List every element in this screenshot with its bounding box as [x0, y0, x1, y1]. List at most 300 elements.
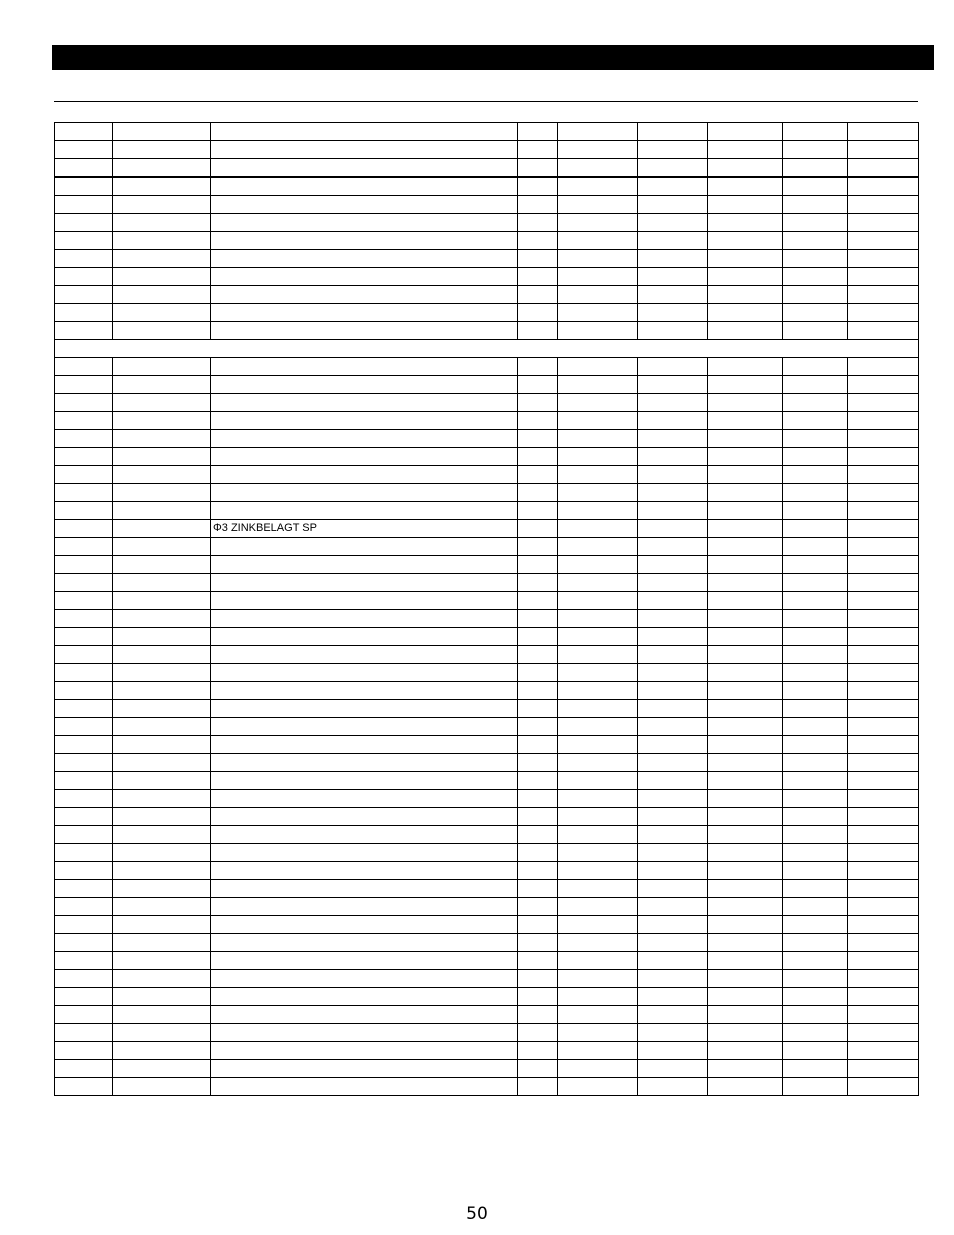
table-row: [55, 484, 919, 502]
table-cell: [113, 844, 211, 862]
table-cell: [638, 250, 708, 268]
table-row: [55, 159, 919, 178]
table-cell: [211, 1060, 518, 1078]
table-cell: [558, 862, 638, 880]
table-cell: [848, 952, 919, 970]
table-cell: [113, 880, 211, 898]
table-cell: [708, 358, 783, 376]
table-cell: [113, 322, 211, 340]
table-cell: [558, 1060, 638, 1078]
table-cell: [113, 502, 211, 520]
table-cell: [113, 1024, 211, 1042]
table-cell: [55, 826, 113, 844]
table-cell: [848, 718, 919, 736]
table-row: [55, 232, 919, 250]
table-cell: [55, 304, 113, 322]
table-cell: [783, 159, 848, 178]
table-cell: [211, 177, 518, 196]
table-cell: [113, 141, 211, 159]
table-cell: [558, 232, 638, 250]
table-cell: [638, 448, 708, 466]
table-cell: [638, 1024, 708, 1042]
table-cell: [558, 880, 638, 898]
table-cell: [113, 394, 211, 412]
table-cell: [518, 430, 558, 448]
table-cell: [55, 898, 113, 916]
table-cell: [638, 808, 708, 826]
table-cell: [211, 538, 518, 556]
table-cell: [638, 177, 708, 196]
table-cell: [783, 844, 848, 862]
table-cell: [783, 556, 848, 574]
table-cell: [211, 880, 518, 898]
table-cell: [113, 700, 211, 718]
table-cell: [783, 880, 848, 898]
table-cell: [638, 772, 708, 790]
table-cell: [113, 988, 211, 1006]
table-cell: [55, 412, 113, 430]
table-cell: [558, 1006, 638, 1024]
table-cell: [55, 177, 113, 196]
table-cell: [558, 304, 638, 322]
table-row: [55, 592, 919, 610]
table-cell: [708, 1078, 783, 1096]
table-cell: [518, 159, 558, 178]
table-cell: [708, 952, 783, 970]
table-cell: [708, 826, 783, 844]
table-cell: [708, 286, 783, 304]
section-row: [55, 340, 919, 358]
table-cell: [113, 952, 211, 970]
table-cell: [211, 718, 518, 736]
table-cell: [708, 1042, 783, 1060]
table-cell: [211, 159, 518, 178]
table-cell: [55, 700, 113, 718]
table-cell: [55, 844, 113, 862]
table-cell: [518, 250, 558, 268]
table-cell: [783, 123, 848, 141]
table-cell: [848, 862, 919, 880]
table-cell: [211, 862, 518, 880]
table-cell: [638, 700, 708, 718]
table-cell: [55, 718, 113, 736]
table-row: [55, 123, 919, 141]
table-cell: [848, 448, 919, 466]
table-cell: [708, 682, 783, 700]
table-cell: [708, 736, 783, 754]
table-cell: [638, 304, 708, 322]
table-cell: [518, 844, 558, 862]
table-cell: [558, 574, 638, 592]
table-cell: [211, 574, 518, 592]
table-cell: [783, 934, 848, 952]
table-cell: [518, 286, 558, 304]
table-cell: [638, 592, 708, 610]
table-cell: [783, 376, 848, 394]
table-cell: [211, 1042, 518, 1060]
table-cell: [638, 1006, 708, 1024]
table-cell: [558, 250, 638, 268]
table-cell: [638, 934, 708, 952]
table-cell: [848, 538, 919, 556]
table-cell: [638, 826, 708, 844]
table-cell: [113, 934, 211, 952]
table-cell: [783, 286, 848, 304]
table-cell: [848, 123, 919, 141]
table-cell: [211, 214, 518, 232]
table-cell: [211, 790, 518, 808]
table-cell: [55, 808, 113, 826]
table-row: [55, 376, 919, 394]
table-cell: [211, 502, 518, 520]
table-cell: [518, 628, 558, 646]
table-cell: [848, 772, 919, 790]
table-cell: [55, 268, 113, 286]
table-cell: [113, 268, 211, 286]
table-cell: [848, 808, 919, 826]
table-cell: [55, 934, 113, 952]
table-cell: [708, 214, 783, 232]
table-cell: [518, 970, 558, 988]
table-row: [55, 808, 919, 826]
table-cell: [708, 934, 783, 952]
table-row: [55, 844, 919, 862]
table-cell: [638, 988, 708, 1006]
table-cell: [558, 592, 638, 610]
table-cell: [848, 304, 919, 322]
table-cell: [708, 988, 783, 1006]
table-cell: [558, 700, 638, 718]
table-cell: [211, 808, 518, 826]
table-cell: [708, 970, 783, 988]
table-cell: [113, 448, 211, 466]
table-cell: [55, 322, 113, 340]
table-cell: [113, 574, 211, 592]
table-cell: [638, 790, 708, 808]
table-row: [55, 988, 919, 1006]
table-cell: [848, 592, 919, 610]
table-cell: [211, 844, 518, 862]
table-row: [55, 628, 919, 646]
table-cell: [783, 1024, 848, 1042]
table-cell: [558, 538, 638, 556]
table-cell: Φ3 ZINKBELAGT SP: [211, 520, 518, 538]
table-cell: [783, 412, 848, 430]
table-cell: [638, 159, 708, 178]
table-cell: [518, 952, 558, 970]
table-cell: [518, 736, 558, 754]
table-cell: [708, 376, 783, 394]
table-cell: [848, 628, 919, 646]
table-cell: [518, 376, 558, 394]
table-cell: [783, 862, 848, 880]
table-cell: [55, 988, 113, 1006]
table-cell: [848, 754, 919, 772]
table-cell: [848, 1006, 919, 1024]
table-cell: [783, 736, 848, 754]
table-cell: [783, 772, 848, 790]
table-cell: [783, 898, 848, 916]
table-cell: [518, 556, 558, 574]
table-cell: [638, 970, 708, 988]
table-cell: [113, 772, 211, 790]
table-row: [55, 736, 919, 754]
table-cell: [113, 862, 211, 880]
table-cell: [848, 574, 919, 592]
table-cell: [558, 141, 638, 159]
table-cell: [518, 682, 558, 700]
table-cell: [783, 628, 848, 646]
table-cell: [638, 430, 708, 448]
table-cell: [211, 286, 518, 304]
table-cell: [55, 772, 113, 790]
table-cell: [55, 484, 113, 502]
table-cell: [783, 322, 848, 340]
table-cell: [848, 466, 919, 484]
table-cell: [708, 862, 783, 880]
table-cell: [783, 790, 848, 808]
table-cell: [848, 790, 919, 808]
table-cell: [113, 610, 211, 628]
table-cell: [708, 250, 783, 268]
table-cell: [708, 520, 783, 538]
table-cell: [518, 394, 558, 412]
table-cell: [518, 574, 558, 592]
table-cell: [638, 502, 708, 520]
table-cell: [113, 556, 211, 574]
table-cell: [638, 520, 708, 538]
table-row: [55, 700, 919, 718]
table-cell: [708, 718, 783, 736]
table-cell: [113, 664, 211, 682]
table-cell: [708, 1060, 783, 1078]
table-cell: [783, 592, 848, 610]
table-cell: [211, 700, 518, 718]
table-cell: [55, 448, 113, 466]
table-cell: [211, 934, 518, 952]
table-cell: [113, 376, 211, 394]
table-cell: [113, 520, 211, 538]
table-cell: [848, 934, 919, 952]
table-cell: [211, 322, 518, 340]
table-cell: [518, 916, 558, 934]
table-cell: [558, 412, 638, 430]
table-cell: [113, 826, 211, 844]
table-row: [55, 970, 919, 988]
table-cell: [708, 196, 783, 214]
table-cell: [848, 682, 919, 700]
table-cell: [848, 1060, 919, 1078]
table-cell: [55, 123, 113, 141]
table-cell: [638, 1078, 708, 1096]
table-row: [55, 502, 919, 520]
table-cell: [783, 196, 848, 214]
table-cell: [708, 610, 783, 628]
table-cell: [708, 1006, 783, 1024]
table-cell: [113, 286, 211, 304]
table-cell: [113, 790, 211, 808]
table-cell: [848, 916, 919, 934]
table-row: [55, 772, 919, 790]
table-cell: [638, 628, 708, 646]
table-cell: [638, 916, 708, 934]
table-cell: [113, 1060, 211, 1078]
table-cell: [55, 141, 113, 159]
table-cell: [783, 664, 848, 682]
table-cell: [518, 358, 558, 376]
table-cell: [55, 502, 113, 520]
table-cell: [558, 376, 638, 394]
table-cell: [558, 988, 638, 1006]
table-cell: [638, 141, 708, 159]
table-cell: [638, 484, 708, 502]
table-cell: [113, 754, 211, 772]
table-row: [55, 268, 919, 286]
table-cell: [558, 502, 638, 520]
table-cell: [211, 952, 518, 970]
table-cell: [518, 466, 558, 484]
table-cell: [848, 484, 919, 502]
table-row: [55, 196, 919, 214]
table-cell: [211, 1078, 518, 1096]
table-cell: [848, 610, 919, 628]
table-row: [55, 322, 919, 340]
table-cell: [113, 538, 211, 556]
table-cell: [708, 592, 783, 610]
table-cell: [113, 736, 211, 754]
table-cell: [55, 790, 113, 808]
table-cell: [113, 898, 211, 916]
table-cell: [708, 754, 783, 772]
table-cell: [638, 538, 708, 556]
table-cell: [638, 682, 708, 700]
table-row: [55, 286, 919, 304]
table-cell: [211, 250, 518, 268]
table-cell: [55, 736, 113, 754]
table-cell: [211, 196, 518, 214]
table-cell: [708, 628, 783, 646]
table-row: [55, 898, 919, 916]
section-row-cell: [55, 340, 919, 358]
table-cell: [518, 610, 558, 628]
table-cell: [518, 880, 558, 898]
table-cell: [848, 177, 919, 196]
table-row: [55, 412, 919, 430]
table-cell: [113, 196, 211, 214]
parts-table: [54, 122, 919, 1096]
table-cell: [558, 322, 638, 340]
table-cell: [518, 520, 558, 538]
table-cell: [55, 610, 113, 628]
table-cell: [211, 448, 518, 466]
table-cell: [55, 952, 113, 970]
table-row: [55, 790, 919, 808]
table-cell: [211, 682, 518, 700]
table-cell: [848, 286, 919, 304]
table-cell: [638, 664, 708, 682]
table-cell: [113, 159, 211, 178]
table-cell: [211, 1024, 518, 1042]
table-cell: [55, 250, 113, 268]
table-cell: [708, 1024, 783, 1042]
table-cell: [848, 196, 919, 214]
table-cell: [113, 628, 211, 646]
table-cell: [211, 430, 518, 448]
table-cell: [55, 520, 113, 538]
table-cell: [558, 898, 638, 916]
table-cell: [518, 196, 558, 214]
table-cell: [558, 520, 638, 538]
table-row: [55, 1006, 919, 1024]
table-cell: [638, 376, 708, 394]
table-row: [55, 826, 919, 844]
table-cell: [558, 484, 638, 502]
table-row: [55, 862, 919, 880]
table-cell: [638, 718, 708, 736]
table-cell: [848, 664, 919, 682]
table-row: [55, 448, 919, 466]
table-cell: [783, 988, 848, 1006]
table-cell: [518, 664, 558, 682]
table-cell: [708, 808, 783, 826]
table-cell: [848, 970, 919, 988]
table-cell: [518, 1060, 558, 1078]
table-cell: [558, 358, 638, 376]
table-cell: [708, 232, 783, 250]
table-cell: [558, 214, 638, 232]
table-cell: [638, 898, 708, 916]
table-row: [55, 880, 919, 898]
table-cell: [211, 610, 518, 628]
table-cell: [518, 826, 558, 844]
table-row: [55, 394, 919, 412]
table-cell: [518, 214, 558, 232]
table-cell: [558, 1042, 638, 1060]
table-cell: [558, 952, 638, 970]
table-cell: [55, 970, 113, 988]
table-cell: [211, 592, 518, 610]
table-cell: [55, 538, 113, 556]
table-row: [55, 430, 919, 448]
table-cell: [55, 232, 113, 250]
table-cell: [55, 754, 113, 772]
table-cell: [211, 268, 518, 286]
table-cell: [638, 880, 708, 898]
table-cell: [518, 772, 558, 790]
table-cell: [708, 700, 783, 718]
table-cell: [558, 610, 638, 628]
table-cell: [113, 718, 211, 736]
table-cell: [848, 214, 919, 232]
table-cell: [558, 1078, 638, 1096]
table-cell: [211, 412, 518, 430]
table-cell: [708, 844, 783, 862]
table-cell: [708, 448, 783, 466]
table-cell: [638, 574, 708, 592]
table-cell: [55, 1078, 113, 1096]
table-cell: [113, 646, 211, 664]
table-cell: [848, 394, 919, 412]
table-cell: [638, 123, 708, 141]
table-cell: [211, 736, 518, 754]
table-cell: [211, 772, 518, 790]
table-cell: [113, 358, 211, 376]
table-cell: [708, 664, 783, 682]
table-cell: [638, 952, 708, 970]
table-cell: [783, 394, 848, 412]
table-row: [55, 214, 919, 232]
table-cell: [558, 844, 638, 862]
